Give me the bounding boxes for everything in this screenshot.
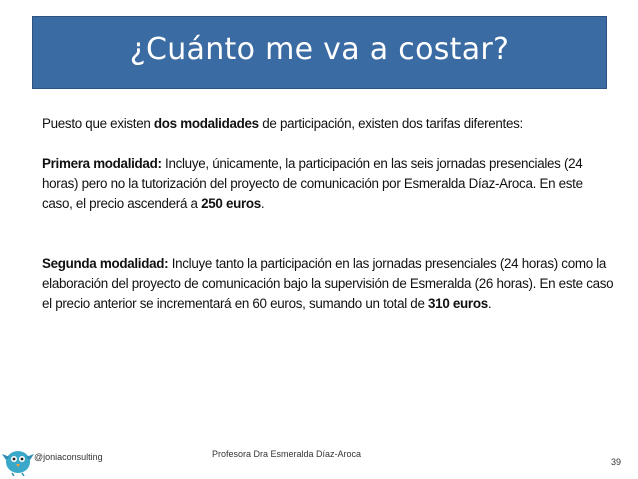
intro-bold: dos modalidades (153, 116, 259, 131)
intro-paragraph (42, 114, 614, 134)
second-modality-text: Incluye tanto la participación en las jornadas presenciales (24 horas) como la elaboración del proyecto de comunicación bajo la supervisión de Esmeralda (26 horas). En este caso el precio anterior se incrementará en 60 euros, sumando un total de (42, 256, 614, 311)
intro-text-post: de participación, existen dos tarifas diferentes: (258, 116, 523, 131)
footer-handle: @joniaconsulting (34, 452, 103, 462)
first-modality-label: Primera modalidad: (42, 156, 162, 171)
first-modality-end: . (260, 196, 265, 211)
slide-title: ¿Cuánto me va a costar? (129, 32, 510, 67)
second-modality-end: . (487, 296, 492, 311)
first-modality-paragraph (42, 154, 614, 214)
first-modality-price: 250 euros (201, 196, 261, 211)
title-banner (32, 16, 607, 89)
intro-text-pre: Puesto que existen (42, 116, 154, 131)
first-modality-text: Incluye, únicamente, la participación en las seis jornadas presenciales (24 horas) pero no la tutorización del proyecto de comunicación por Esmeralda Díaz-Aroca. En este caso, el precio ascenderá a (42, 156, 583, 211)
footer-author: Profesora Dra Esmeralda Díaz-Aroca (212, 449, 362, 459)
second-modality-price: 310 euros (428, 296, 488, 311)
slide-body (42, 114, 614, 314)
second-modality-label: Segunda modalidad: (42, 256, 169, 271)
bird-icon (2, 442, 34, 476)
second-modality-paragraph (42, 254, 614, 314)
page-number: 39 (611, 457, 622, 467)
